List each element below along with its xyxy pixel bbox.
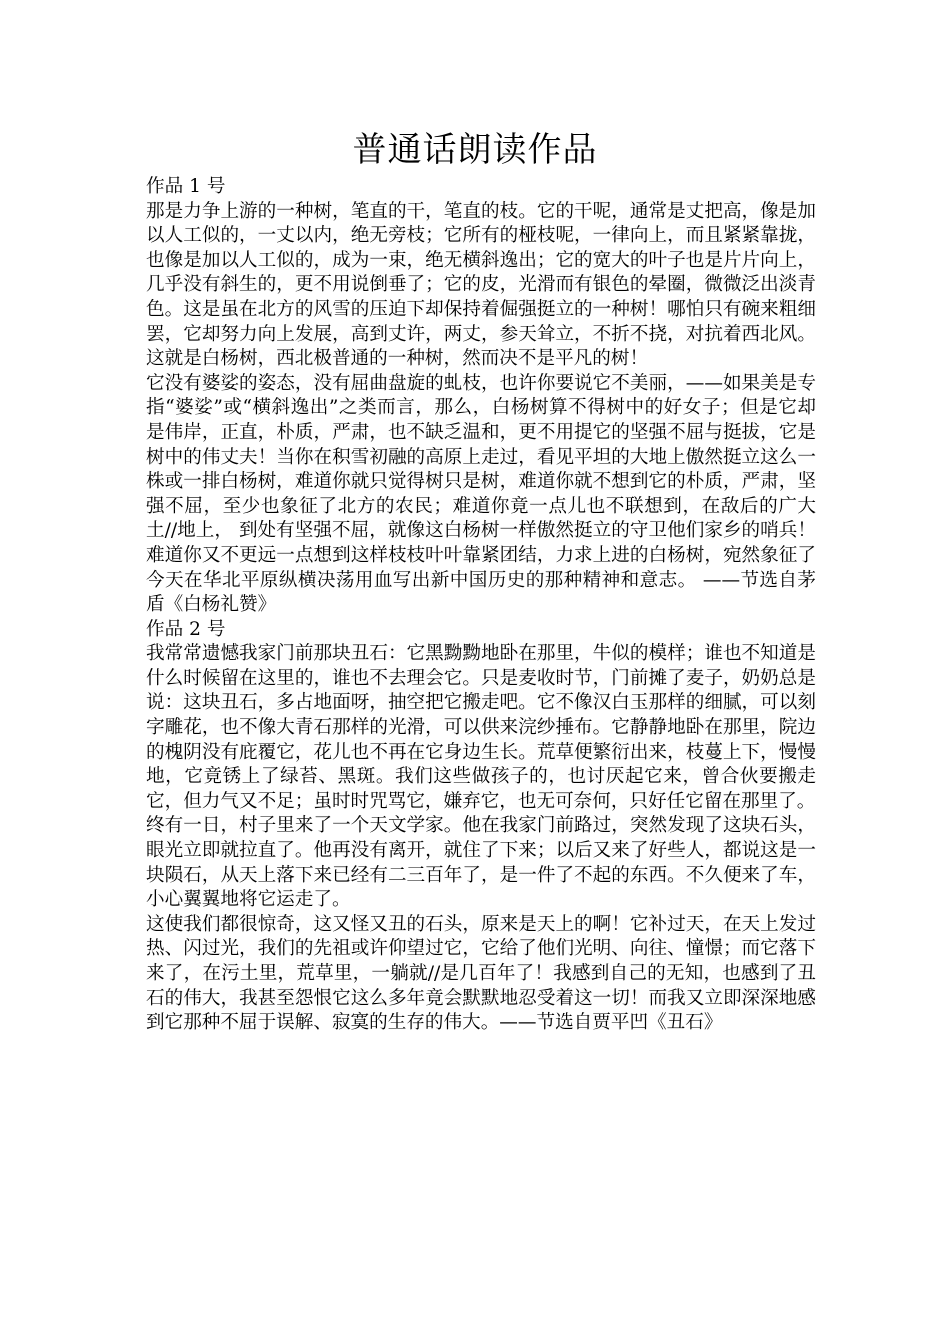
work-1-heading: 作品 1 号 [146,176,226,197]
work-2-section [146,618,816,1036]
work-1-paragraph-1: 那是力争上游的一种树，笔直的干，笔直的枝。它的干呢，通常是丈把高，像是加以人工似的，一丈以内，绝无旁枝；它所有的桠枝呢，一律向上，而且紧紧靠拢，也像是加以人工似的，成为一束，绝无横斜逸出；它的宽大的叶子也是片片向上，几乎没有斜生的，更不用说倒垂了；它的皮，光滑而有银色的晕圈，微微泛出淡青色。这是虽在北方的风雪的压迫下却保持着倔强挺立的一种树！哪怕只有碗来粗细罢，它却努力向上发展，高到丈许，两丈，参天耸立，不折不挠，对抗着西北风。这就是白杨树，西北极普通的一种树，然而决不是平凡的树！ [146,200,816,370]
work-1-paragraph-2: 它没有婆娑的姿态，没有屈曲盘旋的虬枝，也许你要说它不美丽，——如果美是专指“婆娑”或“横斜逸出”之类而言，那么，白杨树算不得树中的好女子；但是它却是伟岸，正直，朴质，严肃，也不缺乏温和，更不用提它的坚强不屈与挺拔，它是树中的伟丈夫！当你在积雪初融的高原上走过，看见平坦的大地上傲然挺立这么一株或一排白杨树，难道你就只觉得树只是树，难道你就不想到它的朴质，严肃，坚强不屈，至少也象征了北方的农民；难道你竟一点儿也不联想到，在敌后的广大土//地上， 到处有坚强不屈，就像这白杨树一样傲然挺立的守卫他们家乡的哨兵！难道你又不更远一点想到这样枝枝叶叶靠紧团结，力求上进的白杨树，宛然象征了今天在华北平原纵横决荡用血写出新中国历史的那种精神和意志。 ——节选自茅盾《白杨礼赞》 [146,372,816,616]
work-2-paragraph-3: 这使我们都很惊奇，这又怪又丑的石头，原来是天上的啊！它补过天，在天上发过热、闪过光，我们的先祖或许仰望过它，它给了他们光明、向往、憧憬；而它落下来了，在污土里，荒草里，一躺就//是几百年了！我感到自己的无知，也感到了丑石的伟大，我甚至怨恨它这么多年竟会默默地忍受着这一切！而我又立即深深地感到它那种不屈于误解、寂寞的生存的伟大。——节选自贾平凹《丑石》 [146,913,816,1034]
work-2-paragraph-1: 我常常遗憾我家门前那块丑石：它黑黝黝地卧在那里，牛似的模样；谁也不知道是什么时候留在这里的，谁也不去理会它。只是麦收时节，门前摊了麦子，奶奶总是说：这块丑石，多占地面呀，抽空把它搬走吧。它不像汉白玉那样的细腻，可以刻字雕花，也不像大青石那样的光滑，可以供来浣纱捶布。它静静地卧在那里，院边的槐阴没有庇覆它，花儿也不再在它身边生长。荒草便繁衍出来，枝蔓上下，慢慢地，它竟锈上了绿苔、黑斑。我们这些做孩子的，也讨厌起它来，曾合伙要搬走它，但力气又不足；虽时时咒骂它，嫌弃它，也无可奈何，只好任它留在那里了。 [146,643,816,812]
work-2-heading: 作品 2 号 [146,618,226,640]
document-title: 普通话朗读作品 [352,130,598,170]
document-body [146,175,816,1036]
work-2-paragraph-2: 终有一日，村子里来了一个天文学家。他在我家门前路过，突然发现了这块石头，眼光立即就拉直了。他再没有离开，就住了下来；以后又来了好些人，都说这是一块陨石，从天上落下来已经有二三百年了，是一件了不起的东西。不久便来了车，小心翼翼地将它运走了。 [146,815,816,911]
work-1-section [146,175,816,618]
